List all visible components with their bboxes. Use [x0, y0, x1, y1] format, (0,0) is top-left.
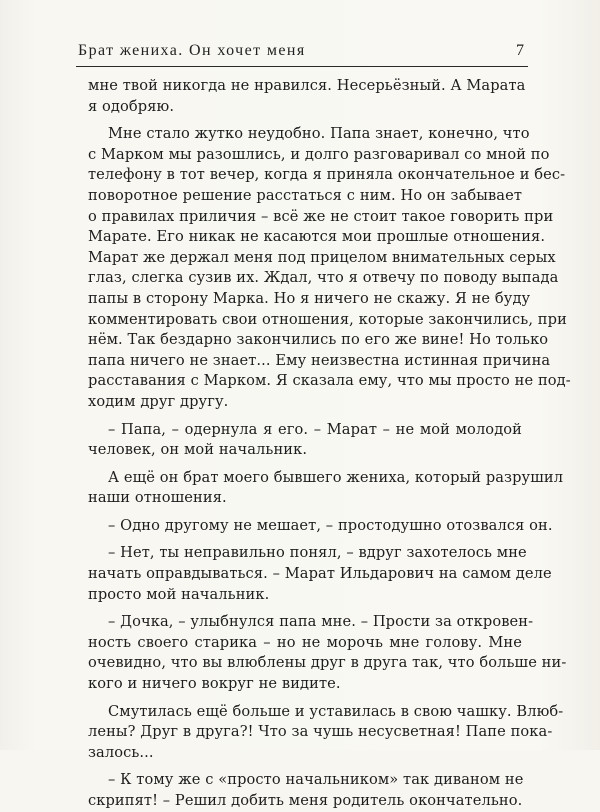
text-line: человек, он мой начальник. [88, 441, 308, 459]
running-title: Брат жениха. Он хочет меня [78, 42, 306, 59]
paragraph [88, 763, 522, 811]
paragraph-gap [88, 536, 522, 543]
paragraph-gap [88, 509, 522, 516]
text-line: – Дочка, – улыбнулся папа мне. – Прости за откровен- [108, 613, 534, 631]
text-line: – Одно другому не мешает, – простодушно отозвался он. [108, 516, 553, 534]
text-line: ходим друг другу. [88, 392, 229, 410]
text-line: комментировать свои отношения, которые закончились, при [88, 310, 567, 328]
paragraph [88, 509, 553, 537]
paragraph [88, 695, 564, 764]
text-line: Мне стало жутко неудобно. Папа знает, конечно, что [108, 125, 530, 143]
text-line: кого и ничего вокруг не видите. [88, 675, 341, 693]
paragraph [88, 536, 552, 605]
text-line: лены? Друг в друга?! Что за чушь несусветная! Папе пока- [88, 723, 553, 741]
text-line: телефону в тот вечер, когда я приняла окончательное и бес- [88, 166, 566, 184]
text-line: я одобряю. [88, 97, 175, 115]
page-number: 7 [516, 42, 524, 59]
text-line: очевидно, что вы влюблены друг в друга так, что больше ни- [88, 654, 567, 672]
text-line: мне твой никогда не нравился. Несерьёзный. А Марата [88, 77, 526, 94]
paragraph [88, 413, 522, 461]
text-line: залось... [88, 743, 154, 761]
paragraph-gap [88, 695, 522, 702]
paragraph [88, 76, 526, 117]
paragraph-gap [88, 605, 522, 612]
paragraph-gap [88, 763, 522, 770]
text-line: расставания с Марком. Я сказала ему, что мы просто не под- [88, 372, 571, 390]
paragraph [88, 117, 571, 412]
text-line: Марате. Его никак не касаются мои прошлые отношения. [88, 228, 546, 246]
paragraph-gap [88, 461, 522, 468]
text-line: папы в сторону Марка. Но я ничего не скажу. Я не буду [88, 289, 531, 307]
paragraph [88, 605, 567, 694]
text-line: – К тому же с «просто начальником» так диваном не [108, 771, 524, 789]
body-text [88, 76, 571, 812]
text-line: о правилах приличия – всё же не стоит такое говорить при [88, 207, 554, 225]
text-line: просто мой начальник. [88, 585, 270, 603]
paragraph [88, 461, 564, 509]
text-line: Смутилась ещё больше и уставилась в свою чашку. Влюб- [108, 702, 564, 720]
running-header [76, 38, 528, 67]
text-line: начать оправдываться. – Марат Ильдарович на самом деле [88, 565, 552, 583]
paragraph-gap [88, 117, 522, 124]
text-line: – Нет, ты неправильно понял, – вдруг захотелось мне [108, 544, 527, 562]
text-line: скрипят! – Решил добить меня родитель окончательно. [88, 792, 523, 809]
paragraph-gap [88, 413, 522, 420]
text-line: нём. Так бездарно закончились по его же вине! Но только [88, 331, 549, 349]
text-line: Марат же держал меня под прицелом внимательных серых [88, 248, 556, 266]
text-line: глаз, слегка сузив их. Ждал, что я отвечу по поводу выпада [88, 269, 559, 287]
text-line: – Папа, – одернула я его. – Марат – не мой молодой [108, 420, 522, 438]
text-line: поворотное решение расстаться с ним. Но он забывает [88, 186, 522, 204]
text-line: наши отношения. [88, 489, 227, 507]
text-line: папа ничего не знает... Ему неизвестна истинная причина [88, 351, 551, 369]
text-line: ность своего старика – но не морочь мне голову. Мне [88, 633, 522, 651]
text-line: с Марком мы разошлись, и долго разговаривал со мной по [88, 145, 550, 163]
text-line: А ещё он брат моего бывшего жениха, который разрушил [108, 468, 564, 486]
